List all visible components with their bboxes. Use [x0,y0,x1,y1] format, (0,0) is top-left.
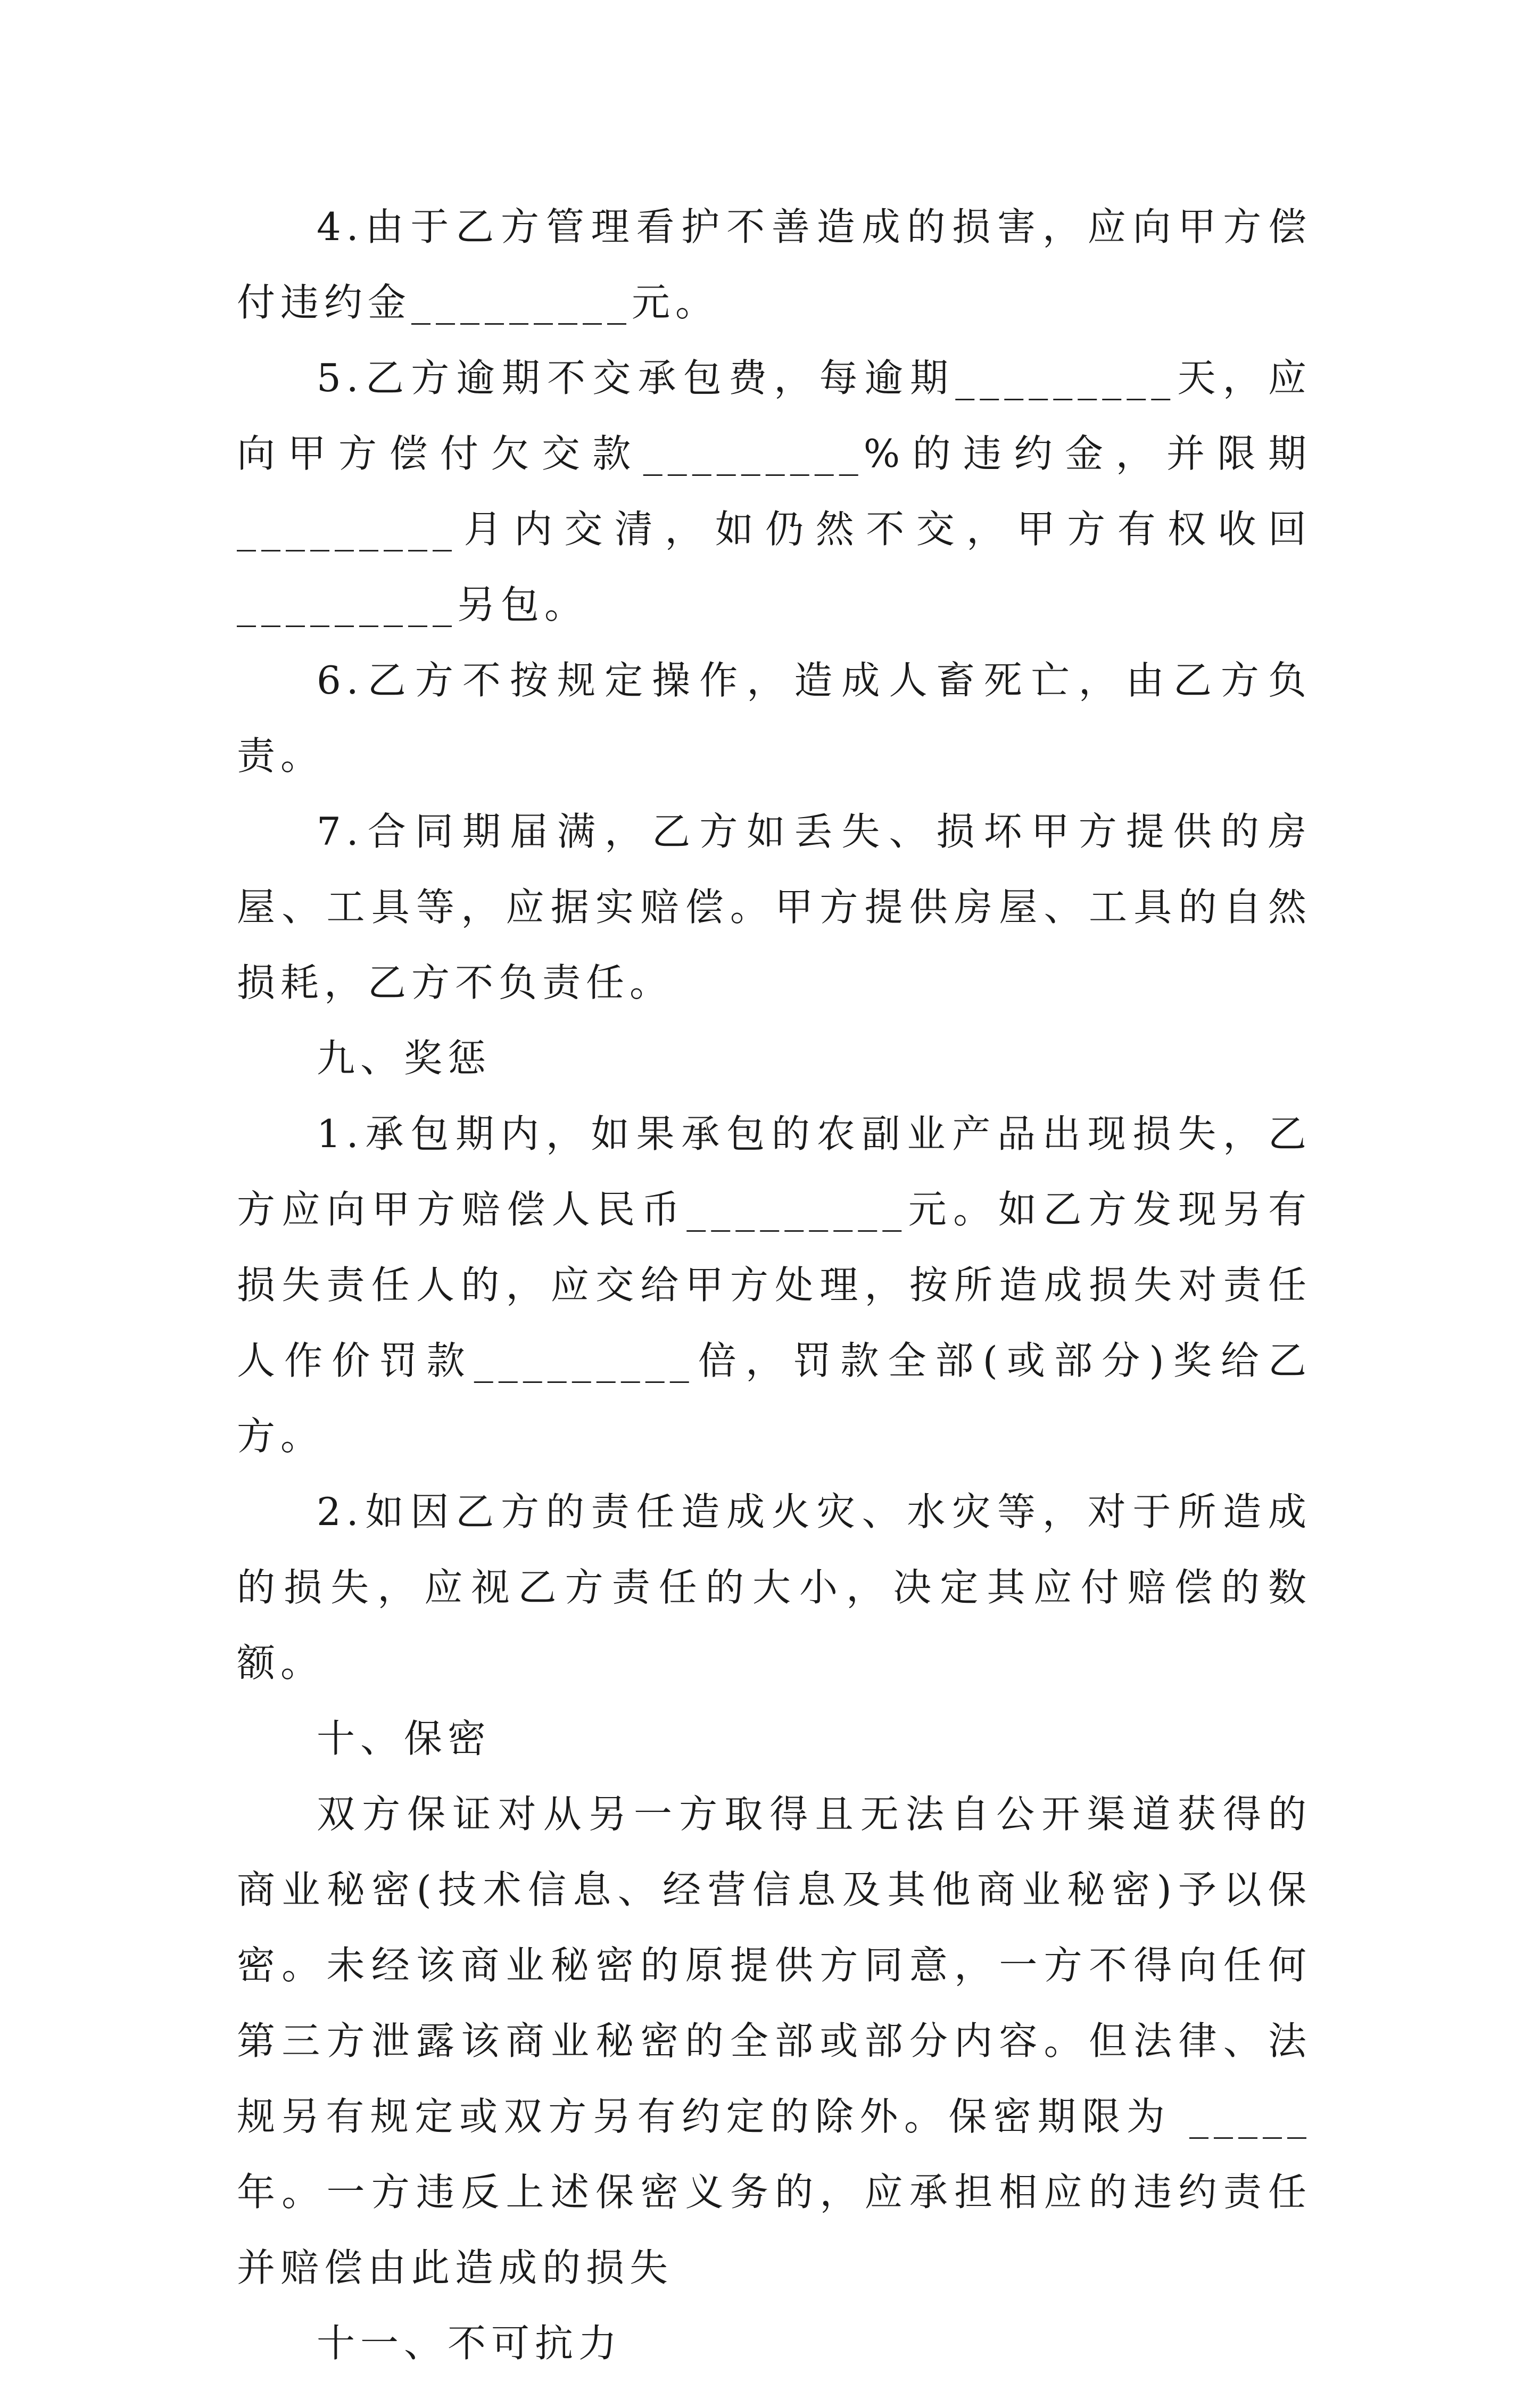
paragraph-confidentiality: 双方保证对从另一方取得且无法自公开渠道获得的商业秘密(技术信息、经营信息及其他商业秘密)予以保密。未经该商业秘密的原提供方同意，一方不得向任何第三方泄露该商业秘密的全部或部分内容。但法律、法规另有规定或双方另有约定的除外。保密期限为 _____年。一方违反上述保密义务的，应承担相应的违约责任并赔偿由此造成的损失 [237,1792,1312,2290]
document-body [237,189,1312,2381]
paragraph-clause-8-5: 5.乙方逾期不交承包费，每逾期_________天，应向甲方偿付欠交款_________%的违约金，并限期_________月内交清，如仍然不交，甲方有权收回_________另包。 [237,356,1312,627]
paragraph-clause-9-1: 1.承包期内，如果承包的农副业产品出现损失，乙方应向甲方赔偿人民币_________元。如乙方发现另有损失责任人的，应交给甲方处理，按所造成损失对责任人作价罚款_________倍，罚款全部(或部分)奖给乙方。 [237,1111,1312,1459]
paragraph-clause-8-6: 6.乙方不按规定操作，造成人畜死亡，由乙方负责。 [237,658,1312,778]
section-heading-confidentiality: 十、保密 [317,1716,492,1761]
paragraph-clause-8-4: 4.由于乙方管理看护不善造成的损害，应向甲方偿付违约金_________元。 [237,204,1312,325]
section-heading-force-majeure: 十一、不可抗力 [317,2321,623,2366]
paragraph-clause-9-2: 2.如因乙方的责任造成火灾、水灾等，对于所造成的损失，应视乙方责任的大小，决定其应付赔偿的数额。 [237,1489,1312,1685]
section-heading-rewards-penalties: 九、奖惩 [317,1036,492,1081]
paragraph-clause-8-7: 7.合同期届满，乙方如丢失、损坏甲方提供的房屋、工具等，应据实赔偿。甲方提供房屋、工具的自然损耗，乙方不负责任。 [237,809,1312,1005]
